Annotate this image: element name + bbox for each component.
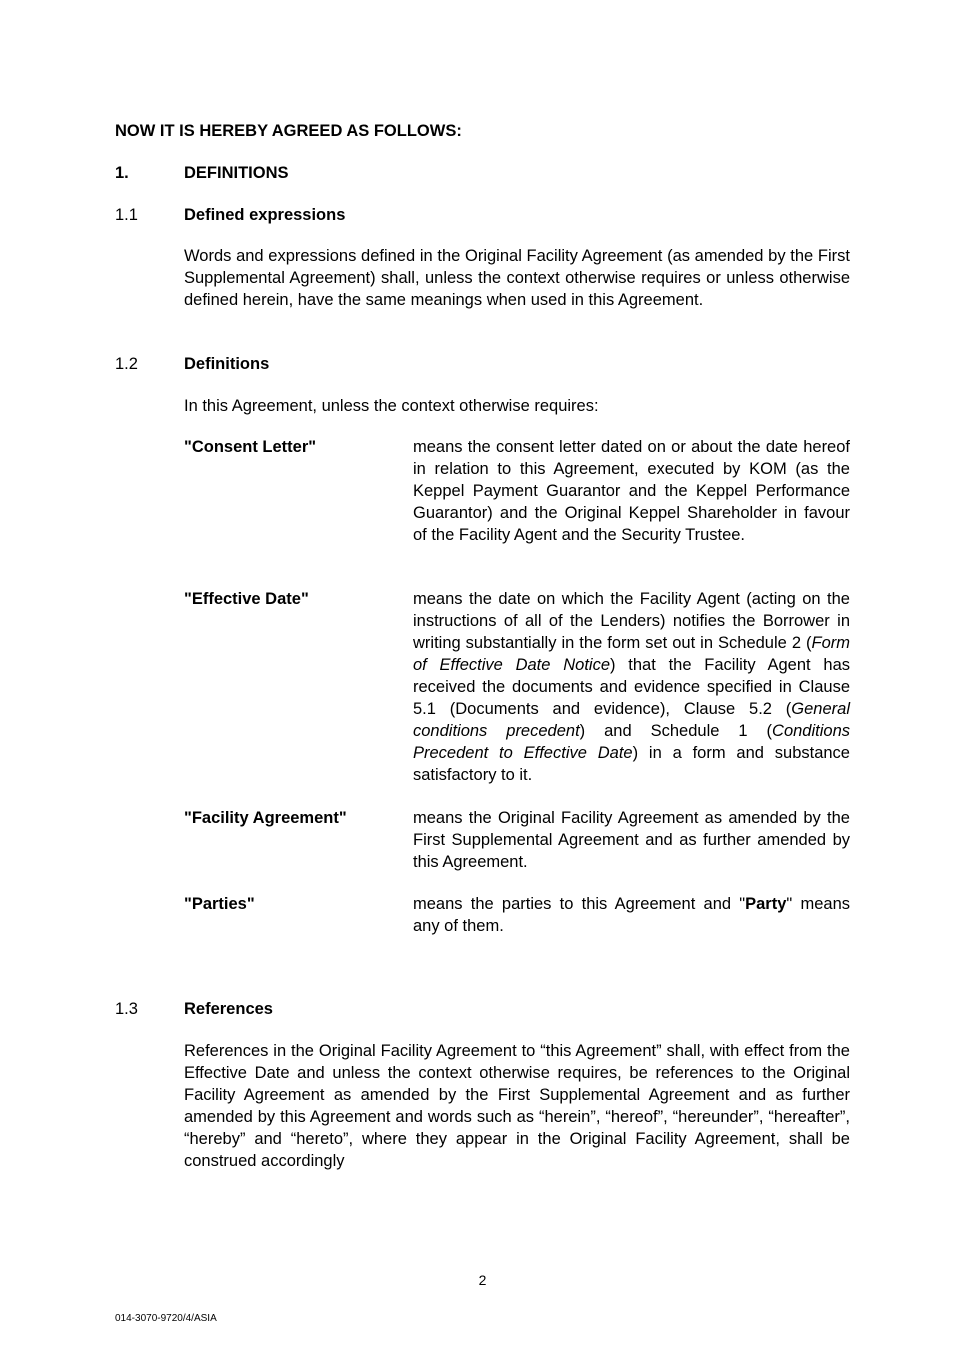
clause-number: 1.2 <box>115 355 138 373</box>
section-number: 1. <box>115 164 129 182</box>
clause-title: Definitions <box>184 355 270 373</box>
clause-lead: In this Agreement, unless the context otherwise requires: <box>184 397 599 415</box>
agreement-intro-heading: NOW IT IS HEREBY AGREED AS FOLLOWS: <box>115 122 462 140</box>
clause-number: 1.1 <box>115 206 138 224</box>
clause-body: Words and expressions defined in the Original Facility Agreement (as amended by the First Supplemental Agreement) shall, unless the context otherwise requires or unless otherwise defined herein, have the same meanings when used in this Agreement. <box>184 247 850 309</box>
definition-text: means the parties to this Agreement and "Party" means any of them. <box>413 895 851 935</box>
definition-term: "Consent Letter" <box>184 438 317 456</box>
definition-term: "Parties" <box>184 895 255 913</box>
clause-number: 1.3 <box>115 1000 138 1018</box>
definition-text: means the Original Facility Agreement as amended by the First Supplemental Agreement and as further amended by this Agreement. <box>413 809 850 871</box>
definition-text: means the consent letter dated on or about the date hereof in relation to this Agreement, executed by KOM (as the Keppel Payment Guarantor and the Keppel Performance Guarantor) and the Original Keppel Shareholder in favour of the Facility Agent and the Security Trustee. <box>413 438 850 544</box>
page-number: 2 <box>478 1272 487 1288</box>
definition-term: "Facility Agreement" <box>184 809 347 827</box>
clause-title: Defined expressions <box>184 206 346 224</box>
clause-body: References in the Original Facility Agreement to “this Agreement” shall, with effect from the Effective Date and unless the context otherwise requires, be references to the Original Facility Agreement as amended by the First Supplemental Agreement and as further amended by this Agreement and words such as “herein”, “hereof”, “hereunder”, “hereafter”, “hereby” and “hereto”, where they appear in the Original Facility Agreement, shall be construed accordingly <box>184 1042 850 1170</box>
definition-term: "Effective Date" <box>184 590 309 608</box>
definition-text: means the date on which the Facility Agent (acting on the instructions of all of the Lenders) notifies the Borrower in writing substantially in the form set out in Schedule 2 (Form of Effective Date Notice) that the Facility Agent has received the documents and evidence specified in Clause 5.1 (Documents and evidence), Clause 5.2 (General conditions precedent) and Schedule 1 (Conditions Precedent to Effective Date) in a form and substance satisfactory to it. <box>413 590 850 784</box>
document-reference: 014-3070-9720/4/ASIA <box>115 1313 217 1324</box>
clause-title: References <box>184 1000 273 1018</box>
section-title: DEFINITIONS <box>184 164 289 182</box>
